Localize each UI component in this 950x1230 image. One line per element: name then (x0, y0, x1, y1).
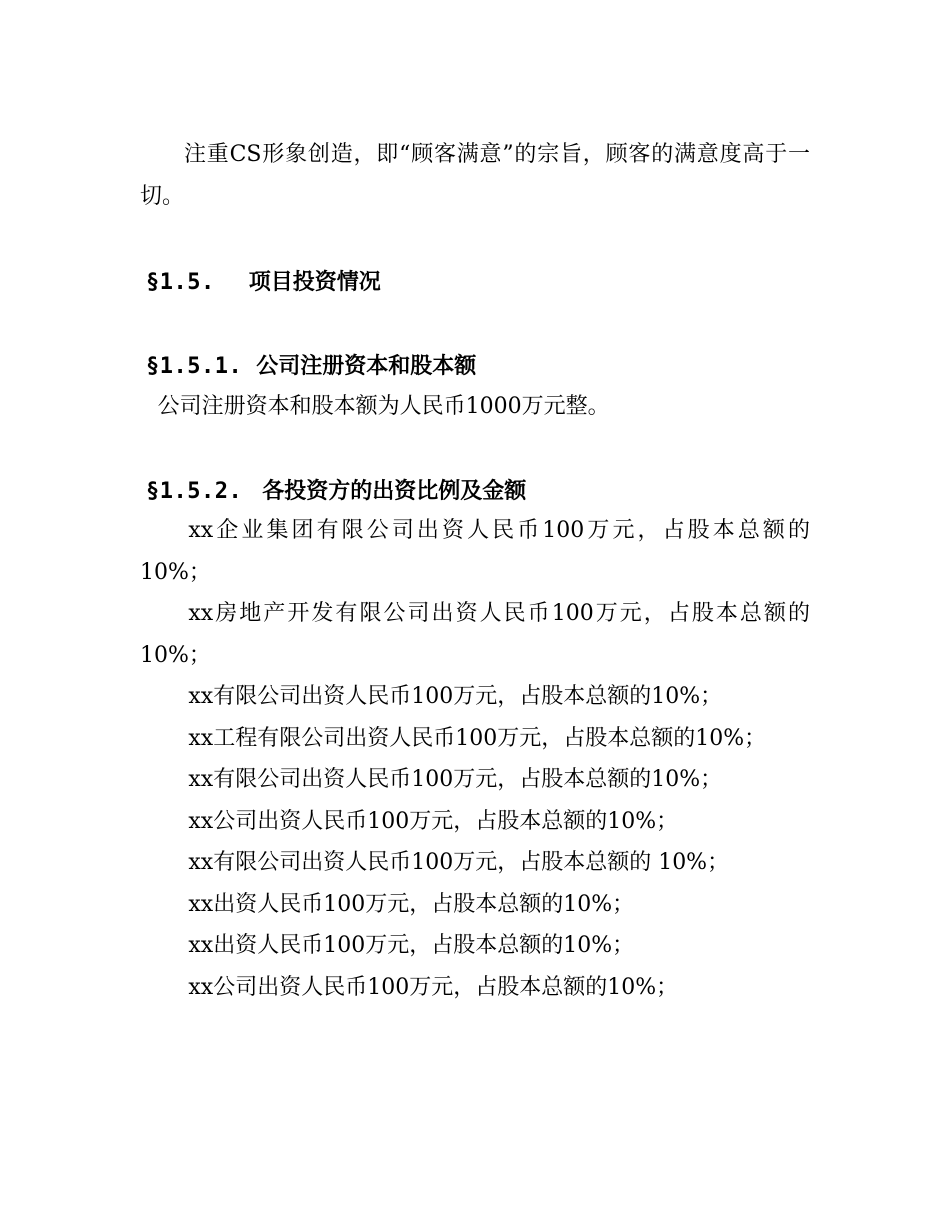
list-item: xx企业集团有限公司出资人民币100万元，占股本总额的10%； (140, 518, 810, 585)
list-item: xx公司出资人民币100万元，占股本总额的10%； (188, 808, 679, 834)
list-item: xx房地产开发有限公司出资人民币100万元，占股本总额的10%； (140, 601, 810, 668)
list-item: xx有限公司出资人民币100万元，占股本总额的 10%； (188, 850, 730, 875)
section-number: §1.5.2. (146, 479, 243, 504)
section-title: 各投资方的出资比例及金额 (262, 478, 527, 504)
list-item: xx有限公司出资人民币100万元，占股本总额的10%； (188, 684, 723, 709)
list-item: xx出资人民币100万元，占股本总额的10%； (188, 933, 635, 958)
intro-paragraph: 注重CS形象创造，即“顾客满意”的宗旨，顾客的满意度高于一切。 (140, 142, 810, 209)
list-item: xx公司出资人民币100万元，占股本总额的10%； (188, 974, 679, 1000)
section-title: 公司注册资本和股本额 (256, 353, 477, 379)
registered-capital-paragraph: 公司注册资本和股本额为人民币1000万元整。 (157, 394, 610, 419)
section-title: 项目投资情况 (248, 269, 381, 295)
list-item: xx出资人民币100万元，占股本总额的10%； (188, 891, 635, 917)
section-heading-1-5-1 (146, 351, 476, 382)
section-heading-1-5 (146, 267, 381, 298)
section-number: §1.5.1. (146, 354, 243, 379)
list-item: xx有限公司出资人民币100万元，占股本总额的10%； (188, 767, 723, 792)
investor-list (140, 510, 810, 1008)
list-item: xx工程有限公司出资人民币100万元，占股本总额的10%； (188, 725, 767, 751)
section-number: §1.5. (146, 270, 215, 295)
section-heading-1-5-2 (146, 476, 526, 507)
